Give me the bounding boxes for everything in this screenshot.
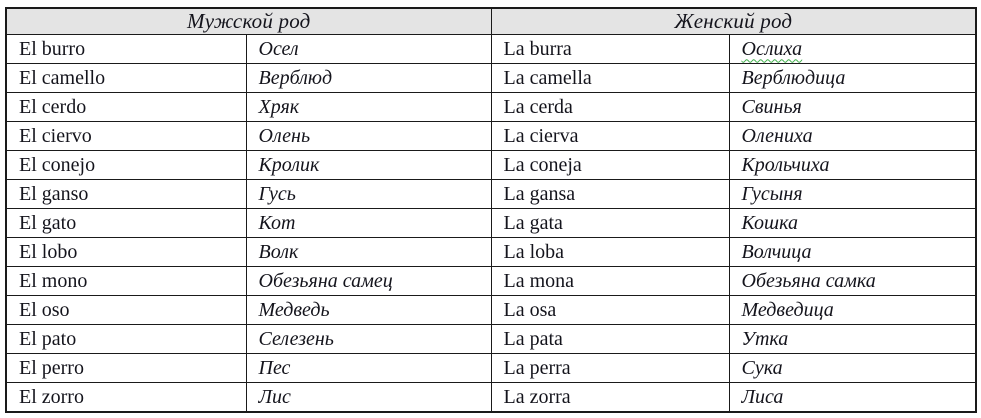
table-row — [6, 151, 976, 180]
term-text: Гусь — [258, 182, 296, 205]
spanish-term-feminine — [491, 122, 729, 151]
term-text: Медведь — [258, 298, 330, 321]
term-text: Волчица — [741, 240, 812, 263]
spanish-term-feminine — [491, 296, 729, 325]
term-text: Верблюдица — [741, 66, 846, 89]
russian-term-feminine — [729, 383, 976, 413]
term-text: Обезьяна самец — [258, 269, 393, 292]
spanish-term-feminine — [491, 35, 729, 64]
term-text: La cerda — [503, 95, 573, 118]
spanish-term-feminine — [491, 354, 729, 383]
russian-term-feminine — [729, 296, 976, 325]
table-row — [6, 93, 976, 122]
term-text: El lobo — [19, 240, 78, 263]
russian-term-masculine — [246, 180, 491, 209]
term-text: El oso — [19, 298, 70, 321]
term-text: El zorro — [19, 385, 84, 408]
term-text: La mona — [503, 269, 575, 292]
term-text: Лиса — [741, 385, 784, 408]
table-row — [6, 267, 976, 296]
russian-term-feminine — [729, 35, 976, 64]
spanish-term-feminine — [491, 238, 729, 267]
russian-term-masculine — [246, 296, 491, 325]
table-row — [6, 296, 976, 325]
table-body — [6, 35, 976, 413]
spanish-term-masculine — [6, 180, 246, 209]
term-text: Кошка — [741, 211, 798, 234]
term-text-spellcheck: Ослиха — [741, 37, 803, 60]
russian-term-masculine — [246, 64, 491, 93]
spanish-term-masculine — [6, 35, 246, 64]
vocabulary-table — [5, 7, 977, 413]
term-text: La pata — [503, 327, 563, 350]
russian-term-feminine — [729, 180, 976, 209]
russian-term-masculine — [246, 209, 491, 238]
spanish-term-feminine — [491, 64, 729, 93]
term-text: Кот — [258, 211, 296, 234]
term-text: La camella — [503, 66, 592, 89]
term-text: Селезень — [258, 327, 334, 350]
spanish-term-feminine — [491, 151, 729, 180]
term-text: Свинья — [741, 95, 802, 118]
spanish-term-masculine — [6, 354, 246, 383]
term-text: La zorra — [503, 385, 571, 408]
russian-term-masculine — [246, 354, 491, 383]
term-text: Олень — [258, 124, 311, 147]
russian-term-feminine — [729, 151, 976, 180]
term-text: Хряк — [258, 95, 300, 118]
term-text: Крольчиха — [741, 153, 830, 176]
term-text: Гусыня — [741, 182, 803, 205]
spanish-term-masculine — [6, 238, 246, 267]
term-text: Олениха — [741, 124, 813, 147]
spanish-term-masculine — [6, 209, 246, 238]
table-row — [6, 64, 976, 93]
term-text: La coneja — [503, 153, 582, 176]
term-text: Сука — [741, 356, 783, 379]
term-text: El cerdo — [19, 95, 87, 118]
term-text: Медведица — [741, 298, 834, 321]
term-text: La gansa — [503, 182, 576, 205]
russian-term-masculine — [246, 325, 491, 354]
spanish-term-masculine — [6, 93, 246, 122]
term-text: El conejo — [19, 153, 96, 176]
spanish-term-feminine — [491, 93, 729, 122]
spanish-term-feminine — [491, 267, 729, 296]
spanish-term-masculine — [6, 383, 246, 413]
term-text: El pato — [19, 327, 77, 350]
russian-term-masculine — [246, 35, 491, 64]
term-text: Волк — [258, 240, 299, 263]
table-row — [6, 35, 976, 64]
russian-term-masculine — [246, 122, 491, 151]
spanish-term-masculine — [6, 64, 246, 93]
russian-term-feminine — [729, 64, 976, 93]
spanish-term-feminine — [491, 180, 729, 209]
russian-term-masculine — [246, 238, 491, 267]
term-text: La cierva — [503, 124, 579, 147]
term-text: El ganso — [19, 182, 89, 205]
russian-term-masculine — [246, 267, 491, 296]
term-text: Кролик — [258, 153, 320, 176]
spanish-term-masculine — [6, 325, 246, 354]
term-text: La osa — [503, 298, 557, 321]
term-text: El ciervo — [19, 124, 92, 147]
term-text: Утка — [741, 327, 789, 350]
spanish-term-feminine — [491, 383, 729, 413]
table-row — [6, 180, 976, 209]
russian-term-masculine — [246, 151, 491, 180]
table-row — [6, 209, 976, 238]
term-text: La burra — [503, 37, 572, 60]
term-text: El camello — [19, 66, 106, 89]
russian-term-masculine — [246, 93, 491, 122]
header-masculine: Мужской род — [6, 8, 491, 35]
spanish-term-feminine — [491, 209, 729, 238]
table-row — [6, 122, 976, 151]
header-row — [6, 8, 976, 35]
term-text: El burro — [19, 37, 86, 60]
term-text: Пес — [258, 356, 291, 379]
term-text: La gata — [503, 211, 563, 234]
term-text: El gato — [19, 211, 77, 234]
russian-term-feminine — [729, 93, 976, 122]
russian-term-feminine — [729, 354, 976, 383]
term-text: Верблюд — [258, 66, 333, 89]
term-text: La loba — [503, 240, 565, 263]
term-text: Лис — [258, 385, 291, 408]
russian-term-feminine — [729, 267, 976, 296]
spanish-term-masculine — [6, 122, 246, 151]
table-row — [6, 383, 976, 413]
spanish-term-feminine — [491, 325, 729, 354]
spanish-term-masculine — [6, 151, 246, 180]
russian-term-feminine — [729, 325, 976, 354]
russian-term-masculine — [246, 383, 491, 413]
term-text: Осел — [258, 37, 299, 60]
table-row — [6, 238, 976, 267]
table-row — [6, 325, 976, 354]
table-row — [6, 354, 976, 383]
spanish-term-masculine — [6, 267, 246, 296]
term-text: El perro — [19, 356, 84, 379]
spanish-term-masculine — [6, 296, 246, 325]
header-feminine: Женский род — [491, 8, 976, 35]
russian-term-feminine — [729, 122, 976, 151]
russian-term-feminine — [729, 238, 976, 267]
term-text: El mono — [19, 269, 88, 292]
russian-term-feminine — [729, 209, 976, 238]
term-text: La perra — [503, 356, 571, 379]
term-text: Обезьяна самка — [741, 269, 876, 292]
